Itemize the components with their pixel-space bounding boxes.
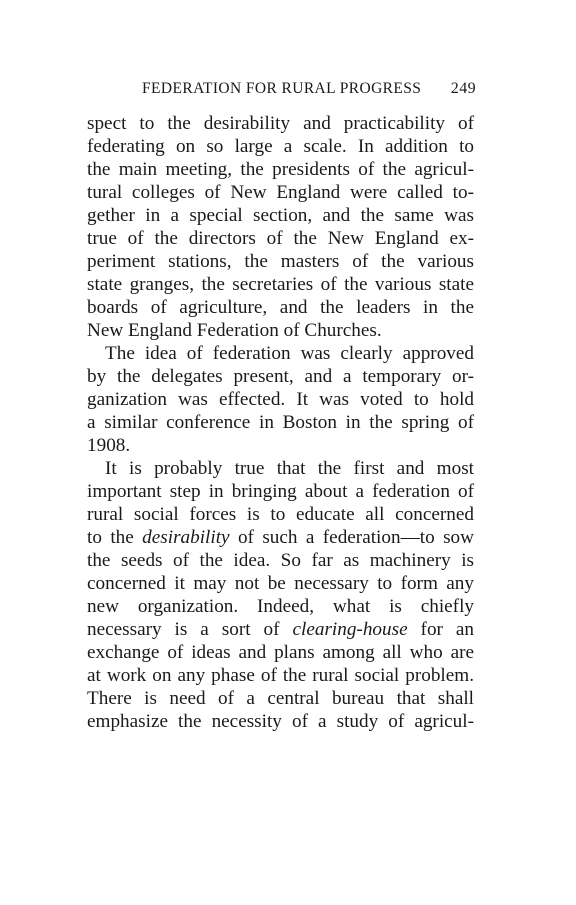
emphasized-word: clearing-house	[292, 619, 408, 640]
text-line: by the delegates present, and a temporary or-	[87, 366, 474, 387]
text-line: the seeds of the idea. So far as machinery is	[87, 550, 474, 571]
text-line: New England Federation of Churches.	[87, 320, 382, 341]
text-line: boards of agriculture, and the leaders in the	[87, 297, 474, 318]
text-line: exchange of ideas and plans among all who are	[87, 642, 474, 663]
text-line: federating on so large a scale. In addition to	[87, 136, 474, 157]
page-number: 249	[450, 80, 476, 97]
text-line: new organization. Indeed, what is chiefly	[87, 596, 474, 617]
text-segment: necessary is a sort of	[87, 619, 293, 640]
text-line: It is probably true that the first and most	[105, 458, 474, 479]
text-segment: of such a federation—to sow	[229, 527, 474, 548]
text-line: at work on any phase of the rural social problem.	[87, 665, 474, 686]
emphasized-word: desirability	[142, 527, 230, 548]
running-head	[142, 80, 476, 102]
text-line: gether in a special section, and the same was	[87, 205, 474, 226]
text-line	[87, 618, 474, 641]
text-line: tural colleges of New England were called to-	[87, 182, 474, 203]
text-line: rural social forces is to educate all concerned	[87, 504, 474, 525]
running-title: FEDERATION FOR RURAL PROGRESS	[142, 80, 422, 97]
text-segment: to the	[87, 527, 143, 548]
text-line: important step in bringing about a federation of	[87, 481, 474, 502]
text-line: a similar conference in Boston in the spring of	[87, 412, 474, 433]
text-line: periment stations, the masters of the various	[87, 251, 474, 272]
text-line: ganization was effected. It was voted to hold	[87, 389, 474, 410]
text-line: state granges, the secretaries of the various state	[87, 274, 474, 295]
text-line: There is need of a central bureau that shall	[87, 688, 474, 709]
text-line: 1908.	[87, 435, 131, 456]
text-line: emphasize the necessity of a study of agricul-	[87, 711, 474, 732]
text-segment: for an	[407, 619, 475, 640]
body-text	[87, 112, 474, 733]
text-line: the main meeting, the presidents of the agricul-	[87, 159, 474, 180]
text-line: The idea of federation was clearly approved	[105, 343, 474, 364]
text-line: true of the directors of the New England ex-	[87, 228, 474, 249]
text-line: concerned it may not be necessary to form any	[87, 573, 474, 594]
text-line: spect to the desirability and practicability of	[87, 113, 474, 134]
text-line	[87, 526, 474, 549]
